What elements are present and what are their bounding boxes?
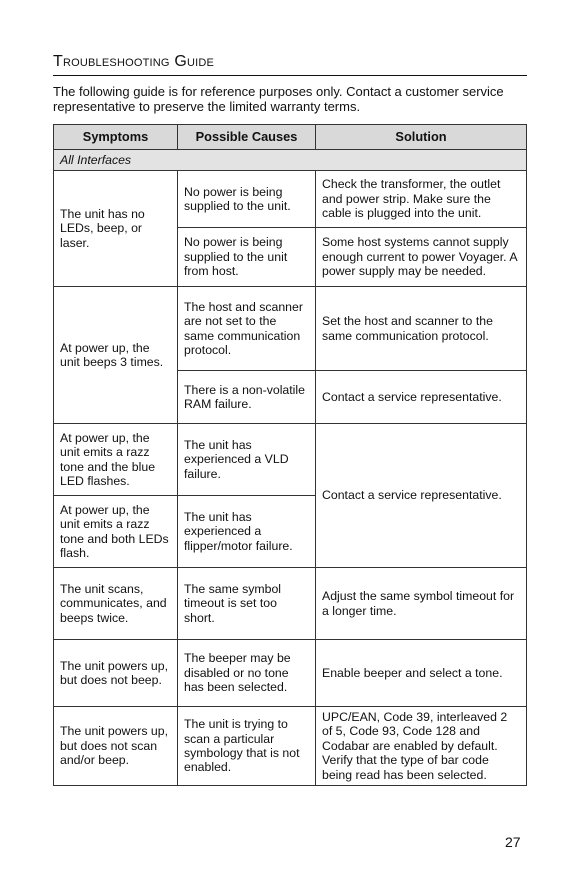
table-row <box>54 640 527 707</box>
section-heading: Troubleshooting Guide <box>53 52 527 76</box>
symptom-cell: The unit scans, communicates, and beeps twice. <box>54 568 178 640</box>
symptom-cell: The unit has no LEDs, beep, or laser. <box>54 171 178 287</box>
symptom-cell: The unit powers up, but does not beep. <box>54 640 178 707</box>
intro-paragraph: The following guide is for reference purposes only. Contact a customer service representative to preserve the limited warranty terms. <box>53 84 504 114</box>
table-row <box>54 424 527 496</box>
symptom-cell: The unit powers up, but does not scan and/or beep. <box>54 707 178 786</box>
column-header-causes: Possible Causes <box>178 125 316 150</box>
cause-cell: The unit is trying to scan a particular symbology that is not enabled. <box>178 707 316 786</box>
cause-cell: The unit has experienced a VLD failure. <box>178 424 316 496</box>
cause-cell: The beeper may be disabled or no tone has been selected. <box>178 640 316 707</box>
solution-cell: Enable beeper and select a tone. <box>316 640 527 707</box>
cause-cell: No power is being supplied to the unit. <box>178 171 316 228</box>
table-header-row <box>54 125 527 150</box>
symptom-cell: At power up, the unit beeps 3 times. <box>54 287 178 424</box>
solution-cell: Adjust the same symbol timeout for a longer time. <box>316 568 527 640</box>
table-row <box>54 707 527 786</box>
solution-cell: UPC/EAN, Code 39, interleaved 2 of 5, Code 93, Code 128 and Codabar are enabled by default. Verify that the type of bar code being read has been selected. <box>316 707 527 786</box>
table-row <box>54 287 527 371</box>
cause-cell: The same symbol timeout is set too short. <box>178 568 316 640</box>
solution-cell: Contact a service representative. <box>316 371 527 424</box>
column-header-symptoms: Symptoms <box>54 125 178 150</box>
table-row <box>54 171 527 228</box>
page-number: 27 <box>505 834 521 850</box>
column-header-solution: Solution <box>316 125 527 150</box>
troubleshooting-table <box>53 124 527 786</box>
section-label-all-interfaces: All Interfaces <box>54 150 527 171</box>
solution-cell: Some host systems cannot supply enough current to power Voyager. A power supply may be needed. <box>316 228 527 287</box>
table-row <box>54 568 527 640</box>
solution-cell: Check the transformer, the outlet and power strip. Make sure the cable is plugged into the unit. <box>316 171 527 228</box>
cause-cell: No power is being supplied to the unit from host. <box>178 228 316 287</box>
cause-cell: The host and scanner are not set to the same communication protocol. <box>178 287 316 371</box>
section-row <box>54 150 527 171</box>
symptom-cell: At power up, the unit emits a razz tone and the blue LED flashes. <box>54 424 178 496</box>
symptom-cell: At power up, the unit emits a razz tone and both LEDs flash. <box>54 496 178 568</box>
solution-cell: Set the host and scanner to the same communication protocol. <box>316 287 527 371</box>
cause-cell: The unit has experienced a flipper/motor failure. <box>178 496 316 568</box>
cause-cell: There is a non-volatile RAM failure. <box>178 371 316 424</box>
solution-cell: Contact a service representative. <box>316 424 527 568</box>
